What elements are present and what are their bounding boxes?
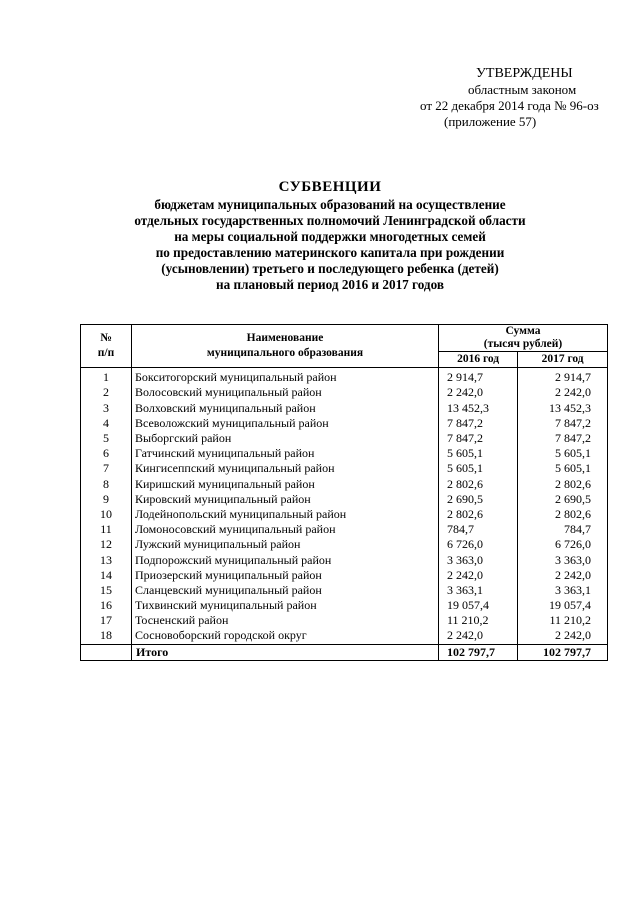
table-row [81, 461, 608, 476]
row-amount-2017: 2 690,5 [518, 492, 608, 507]
title-line: на плановый период 2016 и 2017 годов [216, 277, 444, 292]
row-amount-2016: 2 914,7 [439, 368, 518, 386]
header-year-2017: 2017 год [518, 352, 608, 368]
table-row [81, 537, 608, 552]
row-amount-2017: 7 847,2 [518, 416, 608, 431]
row-amount-2016: 2 802,6 [439, 477, 518, 492]
row-municipality: Волховский муниципальный район [132, 401, 439, 416]
row-amount-2016: 11 210,2 [439, 613, 518, 628]
row-amount-2017: 7 847,2 [518, 431, 608, 446]
row-amount-2016: 7 847,2 [439, 416, 518, 431]
table-row [81, 492, 608, 507]
row-number: 9 [81, 492, 132, 507]
row-amount-2016: 784,7 [439, 522, 518, 537]
row-amount-2016: 5 605,1 [439, 446, 518, 461]
approval-block [418, 66, 628, 130]
row-amount-2017: 2 914,7 [518, 368, 608, 386]
table-row [81, 507, 608, 522]
row-amount-2017: 3 363,1 [518, 583, 608, 598]
table-row [81, 583, 608, 598]
row-amount-2016: 6 726,0 [439, 537, 518, 552]
header-year-2016: 2016 год [439, 352, 518, 368]
row-municipality: Выборгский район [132, 431, 439, 446]
row-municipality: Лужский муниципальный район [132, 537, 439, 552]
table-row [81, 568, 608, 583]
document-title [60, 177, 600, 293]
row-municipality: Всеволожский муниципальный район [132, 416, 439, 431]
row-municipality: Кингисеппский муниципальный район [132, 461, 439, 476]
title-line: по предоставлению материнского капитала при рождении [155, 245, 505, 260]
row-number: 15 [81, 583, 132, 598]
row-number: 1 [81, 368, 132, 386]
row-amount-2017: 784,7 [518, 522, 608, 537]
title-line: отдельных государственных полномочий Ленинградской области [134, 213, 526, 228]
row-number: 16 [81, 598, 132, 613]
row-number: 10 [81, 507, 132, 522]
row-municipality: Тихвинский муниципальный район [132, 598, 439, 613]
title-line: бюджетам муниципальных образований на осуществление [154, 197, 506, 212]
title-line: на меры социальной поддержки многодетных семей [174, 229, 486, 244]
row-municipality: Бокситогорский муниципальный район [132, 368, 439, 386]
row-amount-2016: 2 802,6 [439, 507, 518, 522]
row-number: 18 [81, 628, 132, 644]
row-number: 3 [81, 401, 132, 416]
row-municipality: Приозерский муниципальный район [132, 568, 439, 583]
row-amount-2016: 19 057,4 [439, 598, 518, 613]
row-number: 13 [81, 552, 132, 567]
row-amount-2017: 2 242,0 [518, 568, 608, 583]
row-municipality: Ломоносовский муниципальный район [132, 522, 439, 537]
table-row [81, 401, 608, 416]
table-row [81, 522, 608, 537]
row-amount-2016: 2 242,0 [439, 385, 518, 400]
row-number: 5 [81, 431, 132, 446]
row-amount-2017: 2 802,6 [518, 507, 608, 522]
row-amount-2017: 2 802,6 [518, 477, 608, 492]
total-2017: 102 797,7 [518, 644, 608, 660]
row-amount-2017: 2 242,0 [518, 628, 608, 644]
row-amount-2017: 11 210,2 [518, 613, 608, 628]
row-number: 7 [81, 461, 132, 476]
title-main: СУБВЕНЦИИ [278, 179, 382, 195]
subsidy-table [80, 324, 608, 661]
title-line: (усыновлении) третьего и последующего ребенка (детей) [161, 261, 499, 276]
row-municipality: Кировский муниципальный район [132, 492, 439, 507]
table-row [81, 446, 608, 461]
table-row [81, 368, 608, 386]
row-amount-2016: 7 847,2 [439, 431, 518, 446]
total-row [81, 644, 608, 660]
row-amount-2017: 5 605,1 [518, 446, 608, 461]
row-amount-2016: 2 690,5 [439, 492, 518, 507]
total-number-cell [81, 644, 132, 660]
row-amount-2017: 13 452,3 [518, 401, 608, 416]
row-amount-2017: 5 605,1 [518, 461, 608, 476]
row-municipality: Лодейнопольский муниципальный район [132, 507, 439, 522]
table-row [81, 628, 608, 644]
approval-appendix: (приложение 57) [444, 114, 537, 129]
row-number: 2 [81, 385, 132, 400]
row-number: 6 [81, 446, 132, 461]
row-amount-2017: 3 363,0 [518, 552, 608, 567]
row-municipality: Тосненский район [132, 613, 439, 628]
table-row [81, 552, 608, 567]
table-row [81, 613, 608, 628]
row-municipality: Гатчинский муниципальный район [132, 446, 439, 461]
row-amount-2016: 2 242,0 [439, 628, 518, 644]
row-amount-2017: 2 242,0 [518, 385, 608, 400]
row-amount-2016: 3 363,1 [439, 583, 518, 598]
header-municipality: Наименование муниципального образования [132, 325, 439, 368]
table-row [81, 477, 608, 492]
total-2016: 102 797,7 [439, 644, 518, 660]
row-number: 17 [81, 613, 132, 628]
row-municipality: Киришский муниципальный район [132, 477, 439, 492]
total-label: Итого [132, 644, 439, 660]
row-municipality: Подпорожский муниципальный район [132, 552, 439, 567]
row-number: 8 [81, 477, 132, 492]
row-amount-2017: 19 057,4 [518, 598, 608, 613]
row-amount-2016: 13 452,3 [439, 401, 518, 416]
row-municipality: Волосовский муниципальный район [132, 385, 439, 400]
approval-law-date: от 22 декабря 2014 года № 96-оз [420, 98, 599, 113]
header-sum: Сумма (тысяч рублей) [439, 325, 608, 352]
table-row [81, 385, 608, 400]
row-municipality: Сосновоборский городской округ [132, 628, 439, 644]
approval-heading: УТВЕРЖДЕНЫ [476, 66, 573, 81]
row-amount-2017: 6 726,0 [518, 537, 608, 552]
row-number: 12 [81, 537, 132, 552]
row-amount-2016: 5 605,1 [439, 461, 518, 476]
row-number: 4 [81, 416, 132, 431]
row-amount-2016: 3 363,0 [439, 552, 518, 567]
row-number: 11 [81, 522, 132, 537]
row-municipality: Сланцевский муниципальный район [132, 583, 439, 598]
approval-law-type: областным законом [468, 82, 577, 97]
row-amount-2016: 2 242,0 [439, 568, 518, 583]
row-number: 14 [81, 568, 132, 583]
table-row [81, 416, 608, 431]
table-row [81, 431, 608, 446]
header-number: № п/п [81, 325, 132, 368]
table-row [81, 598, 608, 613]
